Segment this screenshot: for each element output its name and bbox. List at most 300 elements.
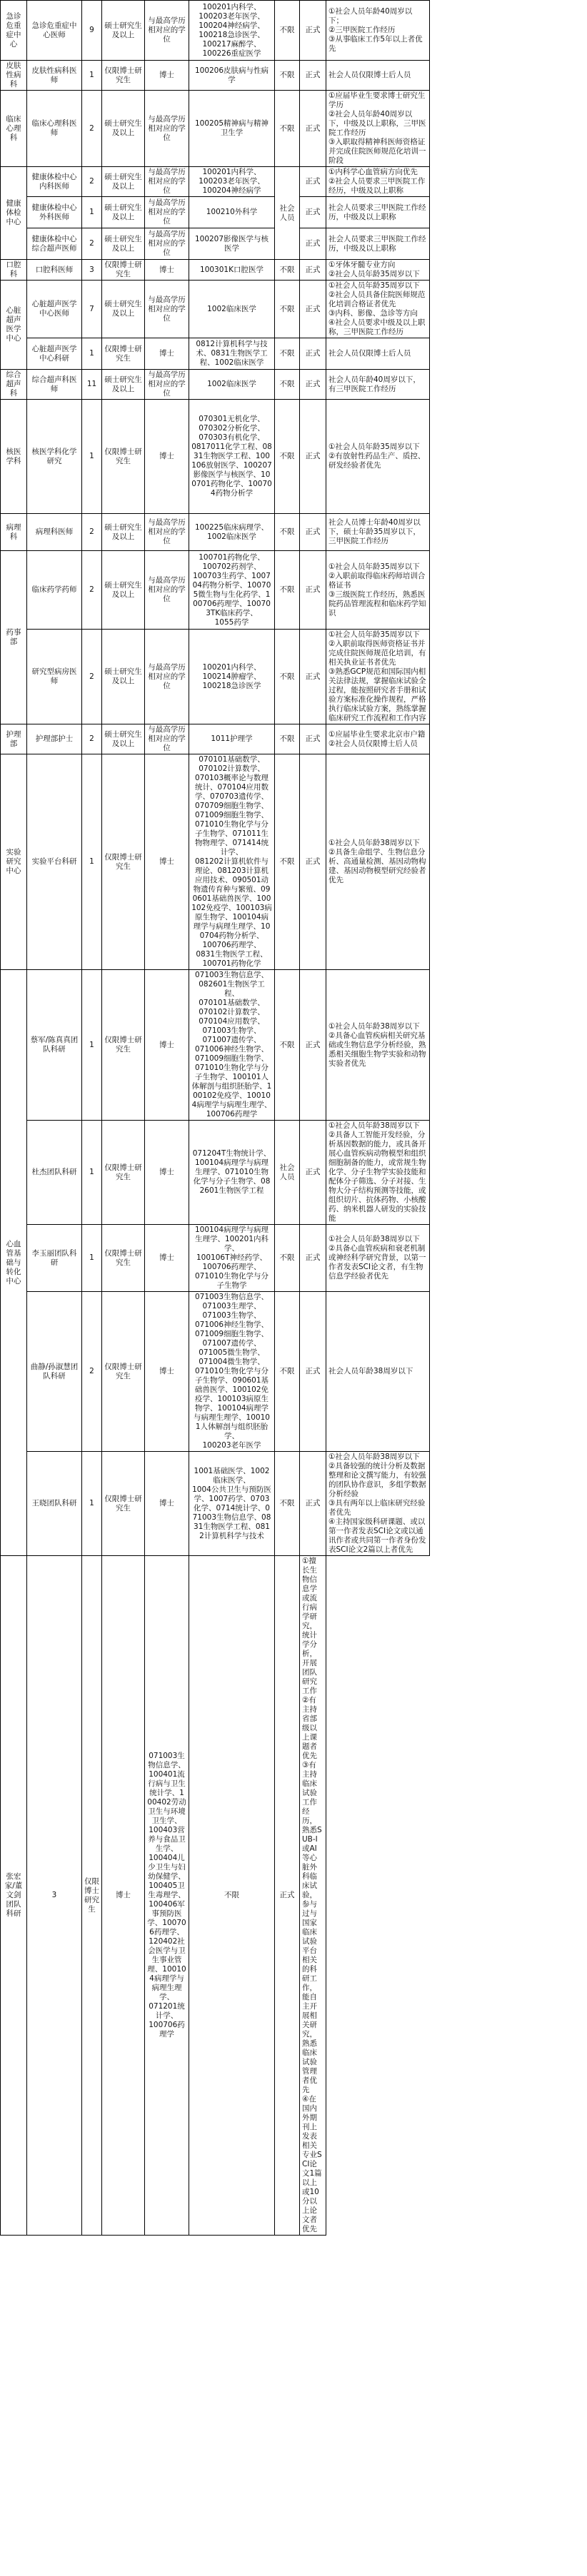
notes-line: ②社会人员具备住院医师规范化培训合格证者优先 bbox=[328, 291, 426, 308]
dept-cell: 护理部 bbox=[1, 724, 27, 754]
major-cell bbox=[145, 1556, 189, 2236]
major-line: 1002临床医学 bbox=[207, 380, 256, 388]
major-line: 100106T神经药学、 bbox=[196, 1253, 267, 1262]
notes-line: 社会人员要求三甲医院工作经历，中级及以上职称 bbox=[328, 234, 426, 253]
major-line: 100301K口腔医学 bbox=[200, 265, 264, 274]
dept-cell: 心脏超声医学中心 bbox=[1, 281, 27, 370]
num-cell: 2 bbox=[82, 167, 102, 197]
table-row bbox=[1, 1556, 587, 2236]
deg-cell: 博士 bbox=[145, 1292, 189, 1452]
type-cell: 正式 bbox=[300, 1452, 326, 1556]
num-cell: 3 bbox=[27, 1556, 82, 2236]
notes-cell bbox=[326, 724, 430, 754]
major-line: 100701药物化学、 bbox=[199, 552, 265, 562]
age-cell: 不限 bbox=[275, 260, 300, 281]
major-line: 071010生物化学与分子生物学、100101人体解剖与组织胚胎学、100102免疫学、100104病理学与病理生理学、 bbox=[191, 1064, 272, 1109]
edu-cell: 硕士研究生及以上 bbox=[102, 551, 145, 630]
major-cell bbox=[189, 551, 275, 630]
deg-cell: 博士 bbox=[145, 400, 189, 514]
type-cell: 正式 bbox=[300, 91, 326, 167]
deg-cell: 博士 bbox=[145, 260, 189, 281]
major-line: 070303有机化学、 bbox=[199, 433, 265, 442]
edu-cell: 硕士研究生及以上 bbox=[102, 630, 145, 724]
notes-line: ①社会人员年龄35周岁以下 bbox=[328, 443, 420, 451]
pos-cell: 杜杰团队科研 bbox=[27, 1121, 82, 1225]
deg-cell: 博士 bbox=[145, 61, 189, 91]
dept-cell: 病理科 bbox=[1, 514, 27, 551]
num-cell: 1 bbox=[82, 970, 102, 1121]
major-line: 100706药理学 bbox=[149, 2021, 185, 2039]
type-cell: 正式 bbox=[300, 370, 326, 400]
age-cell: 不限 bbox=[275, 61, 300, 91]
type-cell: 正式 bbox=[300, 260, 326, 281]
major-line: 071007遗传学、 bbox=[202, 1339, 261, 1348]
type-cell: 正式 bbox=[300, 754, 326, 970]
notes-line: ②有主持省部级以上课题者优先 bbox=[302, 1696, 317, 1760]
edu-cell: 硕士研究生及以上 bbox=[102, 228, 145, 260]
dept-cell: 心血管基础与转化中心 bbox=[1, 970, 27, 1556]
deg-cell: 博士 bbox=[145, 1121, 189, 1225]
table-row bbox=[1, 724, 587, 754]
major-line: 071201统计学、 bbox=[149, 2002, 185, 2020]
major-line: 100203老年医学 bbox=[202, 1441, 261, 1450]
table-row bbox=[1, 1225, 587, 1292]
major-line: 071003生物信息学、 bbox=[148, 1752, 186, 1769]
deg-cell: 与最高学历相对应的学位 bbox=[145, 228, 189, 260]
notes-line: ①社会人员年龄38周岁以下 bbox=[328, 1235, 420, 1243]
notes-cell bbox=[326, 281, 430, 338]
type-cell: 正式 bbox=[300, 1, 326, 61]
notes-line: ②社会人员年龄35周岁以下 bbox=[328, 270, 420, 278]
major-line: 100404儿少卫生与妇幼保健学、100405卫生毒理学、100406军事预防医学、100706药理学、 bbox=[147, 1854, 186, 1936]
edu-cell: 仅限博士研究生 bbox=[102, 754, 145, 970]
major-line: 1004公共卫生与预防医学、1007药学、0703化学、0714统计学、071003生物信息学、0831生物医学工程、0812计算机科学与技术 bbox=[192, 1485, 271, 1540]
major-line: 0812计算机科学与技术、0831生物医学工程、1002临床医学 bbox=[196, 340, 268, 367]
pos-cell: 口腔科医师 bbox=[27, 260, 82, 281]
num-cell: 1 bbox=[82, 754, 102, 970]
major-line: 071010生物化学与分子生物学、090601基础兽医学、100102免疫学、100103病原生物学、100104病理学与病理生理学、100101人体解剖与组织胚胎学、 bbox=[194, 1367, 270, 1440]
notes-line: ②入职前取得临床药师培训合格证书 bbox=[328, 571, 426, 590]
type-cell: 正式 bbox=[300, 630, 326, 724]
age-cell: 社会人员 bbox=[275, 167, 300, 260]
notes-cell bbox=[326, 514, 430, 551]
major-line: 071009细胞生物学、 bbox=[194, 1054, 269, 1063]
major-cell bbox=[189, 370, 275, 400]
major-cell bbox=[189, 228, 275, 260]
major-cell bbox=[189, 260, 275, 281]
age-cell: 不限 bbox=[275, 400, 300, 514]
major-line: 100104病理学与病理生理学、071010生物化学与分子生物学、082601生物医学工程 bbox=[193, 1158, 271, 1195]
major-line: 100203老年医学、 bbox=[199, 11, 265, 21]
age-cell: 不限 bbox=[275, 630, 300, 724]
deg-cell: 博士 bbox=[145, 1225, 189, 1292]
table-row bbox=[1, 167, 587, 197]
notes-cell bbox=[326, 260, 430, 281]
pos-cell: 临床药学药师 bbox=[27, 551, 82, 630]
deg-cell: 与最高学历相对应的学位 bbox=[145, 551, 189, 630]
age-cell: 不限 bbox=[275, 724, 300, 754]
pos-cell: 健康体检中心内科医师 bbox=[27, 167, 82, 197]
num-cell: 1 bbox=[82, 400, 102, 514]
deg-cell: 与最高学历相对应的学位 bbox=[145, 514, 189, 551]
major-cell bbox=[189, 61, 275, 91]
table-row bbox=[1, 551, 587, 630]
age-cell: 不限 bbox=[189, 1556, 275, 2236]
age-cell: 不限 bbox=[275, 338, 300, 370]
deg-cell: 博士 bbox=[145, 338, 189, 370]
notes-line: ③具有两年以上临床研究经验者优先 bbox=[328, 1499, 426, 1517]
major-line: 100214肿瘤学、 bbox=[202, 672, 261, 681]
major-cell bbox=[189, 1, 275, 61]
edu-cell: 硕士研究生及以上 bbox=[102, 197, 145, 228]
deg-cell: 与最高学历相对应的学位 bbox=[145, 197, 189, 228]
major-line: 100706药理学、 bbox=[202, 1263, 261, 1271]
notes-cell bbox=[326, 1225, 430, 1292]
type-cell: 正式 bbox=[300, 1292, 326, 1452]
dept-cell: 急诊危重症中心 bbox=[1, 1, 27, 61]
notes-line: ①社会人员年龄38周岁以下 bbox=[328, 1121, 420, 1130]
table-row bbox=[1, 281, 587, 338]
notes-line: ①应届毕业生要求北京市户籍 bbox=[328, 729, 426, 739]
major-line: 100201内科学、 bbox=[202, 2, 261, 11]
notes-cell bbox=[326, 1292, 430, 1452]
type-cell: 正式 bbox=[300, 197, 326, 228]
edu-cell: 硕士研究生及以上 bbox=[102, 514, 145, 551]
pos-cell: 实验平台科研 bbox=[27, 754, 82, 970]
major-cell bbox=[189, 970, 275, 1121]
notes-cell bbox=[326, 1121, 430, 1225]
major-line: 071010生物化学与分子生物学 bbox=[194, 1272, 269, 1290]
age-cell: 不限 bbox=[275, 370, 300, 400]
table-row bbox=[1, 1121, 587, 1225]
table-row bbox=[1, 1452, 587, 1556]
major-cell bbox=[189, 754, 275, 970]
age-cell: 不限 bbox=[275, 970, 300, 1121]
pos-cell: 核医学科化学研究 bbox=[27, 400, 82, 514]
age-cell: 不限 bbox=[275, 281, 300, 338]
notes-line: ①应届毕业生要求博士研究生学历 bbox=[328, 91, 426, 109]
dept-cell: 临床心理科 bbox=[1, 91, 27, 167]
major-line: 100218急诊医学 bbox=[202, 681, 261, 690]
edu-cell: 仅限博士研究生 bbox=[102, 1292, 145, 1452]
dept-cell: 核医学科 bbox=[1, 400, 27, 514]
notes-line: ③从事临床工作5年以上者优先 bbox=[328, 35, 423, 53]
edu-cell: 硕士研究生及以上 bbox=[102, 281, 145, 338]
notes-line: ③内科、影像、急诊等方向 bbox=[328, 309, 418, 318]
age-cell: 不限 bbox=[275, 551, 300, 630]
deg-cell: 与最高学历相对应的学位 bbox=[145, 724, 189, 754]
num-cell: 1 bbox=[82, 1452, 102, 1556]
notes-line: ①社会人员年龄38周岁以下 bbox=[328, 839, 420, 847]
notes-line: ②社会人员仅限博士后人员 bbox=[328, 739, 418, 748]
dept-cell: 实验研究中心 bbox=[1, 754, 27, 970]
notes-cell bbox=[300, 1556, 326, 2236]
major-line: 070709细胞生物学、 bbox=[194, 802, 269, 810]
major-line: 100225临床病理学、 bbox=[194, 522, 269, 532]
notes-line: 社会人员年龄40周岁以下，有三甲医院工作经历 bbox=[328, 375, 421, 393]
notes-line: ①擅长生物信息学或流行病学研究，统计学分析，开展团队研究工作 bbox=[302, 1557, 317, 1695]
major-line: 082601生物医学工程、 bbox=[199, 980, 265, 998]
major-line: 100205精神病与精神卫生学 bbox=[194, 119, 269, 137]
major-line: 0817011化学工程、0831生物医学工程、100106放射医学、100207影像医学与核医学、100701药物化学、100704药物分析学 bbox=[191, 443, 272, 497]
table-row bbox=[1, 514, 587, 551]
notes-line: ①社会人员年龄38周岁以下 bbox=[328, 1453, 420, 1461]
table-row bbox=[1, 338, 587, 370]
notes-cell bbox=[326, 630, 430, 724]
major-line: 071003生物学、 bbox=[202, 1311, 261, 1320]
major-line: 070101基础数学、 bbox=[199, 999, 265, 1007]
deg-cell: 博士 bbox=[145, 970, 189, 1121]
dept-cell: 口腔科 bbox=[1, 260, 27, 281]
notes-cell bbox=[326, 167, 430, 197]
major-line: 100401流行病与卫生统计学、100402劳动卫生与环境卫生学、 bbox=[147, 1770, 186, 1825]
edu-cell: 硕士研究生及以上 bbox=[102, 167, 145, 197]
edu-cell: 仅限博士研究生 bbox=[82, 1556, 102, 2236]
notes-line: ②具备生命组学、生物信息分析、高通量检测、基因动物构建、基因动物模型研究经验者优先 bbox=[328, 848, 426, 884]
major-line: 100201内科学、 bbox=[202, 662, 261, 672]
num-cell: 3 bbox=[82, 260, 102, 281]
pos-cell: 急诊危重症中心医师 bbox=[27, 1, 82, 61]
dept-cell: 药事部 bbox=[1, 551, 27, 724]
notes-cell bbox=[326, 91, 430, 167]
major-line: 1002临床医学 bbox=[207, 304, 256, 313]
age-cell: 不限 bbox=[275, 514, 300, 551]
major-line: 071007遗传学、 bbox=[202, 1036, 261, 1044]
pos-cell: 研究型病房医师 bbox=[27, 630, 82, 724]
major-cell bbox=[189, 514, 275, 551]
edu-cell: 硕士研究生及以上 bbox=[102, 1, 145, 61]
edu-cell: 硕士研究生及以上 bbox=[102, 724, 145, 754]
notes-cell bbox=[326, 400, 430, 514]
deg-cell: 博士 bbox=[145, 754, 189, 970]
notes-line: ①社会人员年龄40周岁以下； bbox=[328, 7, 413, 25]
num-cell: 2 bbox=[82, 724, 102, 754]
notes-line: 社会人员仅限博士后人员 bbox=[328, 71, 411, 79]
major-line: 100206皮肤病与性病学 bbox=[194, 66, 269, 84]
major-line: 100104病理学与病理生理学、100201内科学、 bbox=[194, 1226, 269, 1253]
table-row bbox=[1, 970, 587, 1121]
table-row bbox=[1, 1292, 587, 1452]
notes-cell bbox=[326, 61, 430, 91]
num-cell: 7 bbox=[82, 281, 102, 338]
major-line: 100204神经病学、 bbox=[199, 21, 265, 30]
notes-line: ③有主持临床试验工作经历，熟悉SUB-I或AI等心脏外科临床试验，参与过与国家临床试验平台相关的科研工作，能自主开展相关研究，熟悉临床试验管理者优先 bbox=[302, 1761, 322, 2094]
major-line: 100706药理学、 bbox=[202, 941, 261, 949]
notes-line: ①牙体牙髓专业方向 bbox=[328, 261, 396, 269]
pos-cell: 健康体检中心综合超声医师 bbox=[27, 228, 82, 260]
table-row bbox=[1, 260, 587, 281]
major-cell bbox=[189, 400, 275, 514]
major-cell bbox=[189, 1121, 275, 1225]
edu-cell: 硕士研究生及以上 bbox=[102, 91, 145, 167]
major-cell bbox=[189, 197, 275, 228]
major-line: 0831生物医学工程、 bbox=[196, 950, 268, 959]
notes-line: ①社会人员年龄35周岁以下 bbox=[328, 281, 420, 290]
num-cell: 2 bbox=[82, 1292, 102, 1452]
edu-cell: 仅限博士研究生 bbox=[102, 260, 145, 281]
pos-cell: 王晓团队科研 bbox=[27, 1452, 82, 1556]
major-line: 100217麻醉学、 bbox=[202, 39, 261, 49]
type-cell: 正式 bbox=[300, 61, 326, 91]
num-cell: 2 bbox=[82, 228, 102, 260]
major-line: 071204T生物统计学、 bbox=[192, 1149, 271, 1158]
notes-line: 社会人员仅限博士后人员 bbox=[328, 349, 411, 358]
major-line: 100210外科学 bbox=[206, 208, 258, 216]
pos-cell: 皮肤性病科医师 bbox=[27, 61, 82, 91]
notes-line: ③入职取得精神科医师资格证并完成住院医师规范化培训一阶段 bbox=[328, 138, 426, 165]
age-cell: 社会人员 bbox=[275, 1121, 300, 1225]
major-line: 100226重症医学 bbox=[202, 49, 261, 58]
type-cell: 正式 bbox=[300, 970, 326, 1121]
notes-line: ②社会人员年龄40周岁以下，中级及以上职称，三甲医院工作经历 bbox=[328, 110, 426, 137]
major-cell bbox=[189, 1225, 275, 1292]
num-cell: 1 bbox=[82, 1225, 102, 1292]
major-line: 100701药物化学 bbox=[202, 959, 261, 968]
major-line: 100702药剂学、 bbox=[202, 562, 261, 571]
table-row bbox=[1, 91, 587, 167]
major-cell bbox=[189, 1292, 275, 1452]
notes-cell bbox=[326, 551, 430, 630]
major-line: 071003生物信息学、 bbox=[194, 971, 269, 979]
major-line: 100703生药学、100704药物分析学、100705微生物与生化药学、100706药理学、100703TK临床药学、 bbox=[192, 571, 271, 617]
dept-cell: 皮肤性病科 bbox=[1, 61, 27, 91]
major-line: 071009细胞生物学、 bbox=[194, 1330, 269, 1338]
deg-cell: 与最高学历相对应的学位 bbox=[145, 630, 189, 724]
notes-line: ①社会人员年龄38周岁以下 bbox=[328, 1021, 420, 1031]
major-line: 1002临床医学 bbox=[207, 532, 256, 541]
type-cell: 正式 bbox=[275, 1556, 300, 2236]
notes-line: ②入职前取得医师资格证书并完成住院医师规范化培训，有相关执业证书者优先 bbox=[328, 640, 426, 667]
num-cell: 1 bbox=[82, 1121, 102, 1225]
edu-cell: 仅限博士研究生 bbox=[102, 338, 145, 370]
edu-cell: 仅限博士研究生 bbox=[102, 61, 145, 91]
notes-line: ③熟悉GCP规范和国际国内相关法律法规，掌握临床试验全过程，能按照研究者手册和试验方案标准化操作规程，严格执行临床试验方案，熟练掌握临床研究工作流程和工作内容 bbox=[328, 667, 426, 722]
notes-cell bbox=[326, 1, 430, 61]
notes-line: ②具备较强的统计分析及数据整理和论文撰写能力，有较强的团队协作意识，多组学数据分析经验 bbox=[328, 1462, 426, 1498]
type-cell: 正式 bbox=[300, 281, 326, 338]
age-cell: 不限 bbox=[275, 1, 300, 61]
pos-cell: 病理科医师 bbox=[27, 514, 82, 551]
num-cell: 9 bbox=[82, 1, 102, 61]
major-line: 1011护理学 bbox=[211, 734, 253, 743]
major-line: 071006神经生物学、 bbox=[194, 1045, 269, 1054]
num-cell: 2 bbox=[82, 551, 102, 630]
type-cell: 正式 bbox=[300, 400, 326, 514]
notes-line: ②具备心血管疾病和衰老机制或神经科学研究背景，以第一作者发表SCI论文者，有生物信息学经验者优先 bbox=[328, 1244, 426, 1281]
num-cell: 11 bbox=[82, 370, 102, 400]
table-row bbox=[1, 754, 587, 970]
notes-line: ②具备人工智能开发经验，分析基因数据的能力，或具备开展心血管疾病动物模型和组织细胞制备的能力，或常规生物化学、分子生物学实验技能和配体分子筛选、分子对接、生物大分子结构预测等技能，或组织切片、抗体药物、小核酸药、纳米机器人研发的实验技能 bbox=[328, 1131, 426, 1223]
major-line: 070101基础数学、 bbox=[199, 755, 265, 764]
major-line: 100201内科学、 bbox=[202, 168, 261, 176]
notes-line: ①社会人员年龄35周岁以下 bbox=[328, 562, 420, 571]
notes-line: ①内科学心血管病方向优先 bbox=[328, 168, 418, 176]
age-cell: 不限 bbox=[275, 1225, 300, 1292]
major-line: 070104应用数学、 bbox=[199, 1017, 265, 1026]
deg-cell: 与最高学历相对应的学位 bbox=[145, 281, 189, 338]
major-line: 1055药学 bbox=[214, 617, 249, 627]
major-line: 100403营养与食品卫生学、 bbox=[148, 1826, 186, 1853]
major-line: 100203老年医学、 bbox=[199, 177, 265, 186]
type-cell: 正式 bbox=[300, 228, 326, 260]
notes-line: ②有放射性药品生产、质控、研发经验者优先 bbox=[328, 452, 426, 470]
edu-cell: 仅限博士研究生 bbox=[102, 970, 145, 1121]
edu-cell: 仅限博士研究生 bbox=[102, 1121, 145, 1225]
table-row bbox=[1, 630, 587, 724]
dept-cell: 健康体检中心 bbox=[1, 167, 27, 260]
notes-cell bbox=[326, 970, 430, 1121]
age-cell: 不限 bbox=[275, 1452, 300, 1556]
major-cell bbox=[189, 630, 275, 724]
notes-line: 社会人员要求三甲医院工作经历，中级及以上职称 bbox=[328, 203, 426, 221]
type-cell: 正式 bbox=[300, 1225, 326, 1292]
pos-cell: 健康体检中心外科医师 bbox=[27, 197, 82, 228]
major-line: 071003生物信息学、 bbox=[194, 1293, 269, 1301]
major-line: 1001基础医学、1002临床医学、 bbox=[194, 1466, 270, 1485]
deg-cell: 与最高学历相对应的学位 bbox=[145, 167, 189, 197]
table-row bbox=[1, 370, 587, 400]
major-line: 071006神经生物学、 bbox=[194, 1320, 269, 1329]
major-line: 071010生物化学与分子生物学、071011生物物理学、071414统计学、 bbox=[194, 820, 269, 857]
notes-line: ③三级医院工作经历，熟悉医院药品管理流程和临床药学知识 bbox=[328, 590, 426, 617]
edu-cell: 仅限博士研究生 bbox=[102, 1225, 145, 1292]
major-line: 070302分析化学、 bbox=[199, 424, 265, 433]
major-line: 120402社会医学与卫生事业管理、100104病理学与病理生理学、 bbox=[147, 1937, 186, 2001]
deg-cell: 博士 bbox=[145, 1452, 189, 1556]
table-row bbox=[1, 400, 587, 514]
pos-cell: 蔡军/陈真真团队科研 bbox=[27, 970, 82, 1121]
num-cell: 2 bbox=[82, 91, 102, 167]
age-cell: 不限 bbox=[275, 754, 300, 970]
pos-cell: 张宏家/董文剑团队科研 bbox=[1, 1556, 27, 2236]
type-cell: 正式 bbox=[300, 338, 326, 370]
notes-line: ④在国内外期刊上发表相关专业SCI论文1篇以上或10分以上论文者优先 bbox=[302, 2095, 322, 2233]
major-line: 070102计算数学、 bbox=[199, 764, 265, 773]
type-cell: 正式 bbox=[300, 167, 326, 197]
age-cell: 不限 bbox=[275, 91, 300, 167]
major-cell bbox=[189, 91, 275, 167]
notes-cell bbox=[326, 228, 430, 260]
major-line: 070102计算数学、 bbox=[199, 1008, 265, 1016]
notes-line: ④社会人员要求中级及以上职称，三甲医院工作经历 bbox=[328, 318, 426, 336]
num-cell: 1 bbox=[82, 197, 102, 228]
major-line: 071004微生物学、 bbox=[199, 1358, 265, 1366]
notes-cell bbox=[326, 338, 430, 370]
deg-cell: 与最高学历相对应的学位 bbox=[145, 91, 189, 167]
edu-cell: 仅限博士研究生 bbox=[102, 400, 145, 514]
major-line: 070103概率论与数理统计、070104应用数学、070703遗传学、 bbox=[194, 774, 269, 801]
notes-cell bbox=[326, 370, 430, 400]
major-line: 100204神经病学 bbox=[202, 186, 261, 195]
notes-line: ②具备心血管疾病相关研究基础或生物信息学分析经验，熟悉相关细胞生物学实验和动物实验者优先 bbox=[328, 1031, 426, 1068]
num-cell: 2 bbox=[82, 514, 102, 551]
major-line: 071003生理学、 bbox=[202, 1302, 261, 1310]
notes-cell bbox=[326, 754, 430, 970]
table-row bbox=[1, 61, 587, 91]
num-cell: 2 bbox=[82, 630, 102, 724]
num-cell: 1 bbox=[82, 338, 102, 370]
edu-cell: 硕士研究生及以上 bbox=[102, 370, 145, 400]
major-cell bbox=[189, 281, 275, 338]
major-cell bbox=[189, 1452, 275, 1556]
major-line: 100218急诊医学、 bbox=[199, 30, 265, 39]
type-cell: 正式 bbox=[300, 724, 326, 754]
deg-cell: 与最高学历相对应的学位 bbox=[145, 1, 189, 61]
type-cell: 正式 bbox=[300, 1121, 326, 1225]
major-line: 071003生物学、 bbox=[202, 1026, 261, 1035]
major-line: 070301无机化学、 bbox=[199, 415, 265, 423]
type-cell: 正式 bbox=[300, 551, 326, 630]
